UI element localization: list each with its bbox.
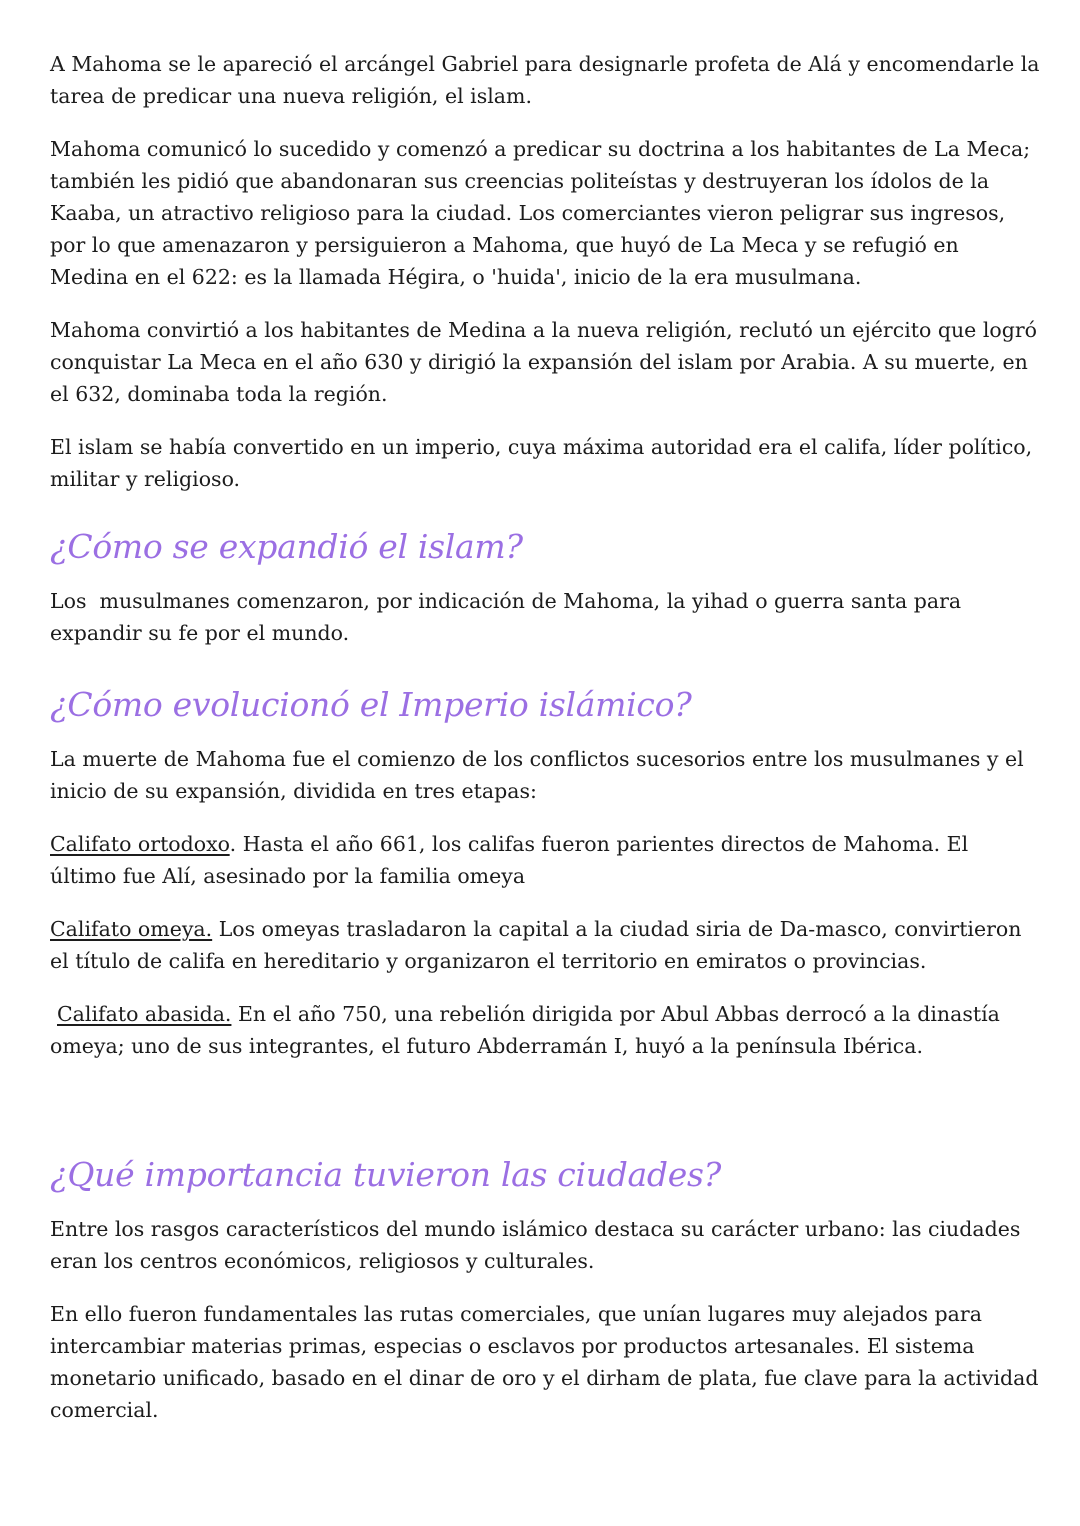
paragraph-hegira: Mahoma comunicó lo sucedido y comenzó a predicar su doctrina a los habitantes de La Meca; también les pidió que abandonaran sus creencias politeístas y destruyeran los ídolos de la Kaaba, un atractivo religioso para la ciudad. Los comerciantes vieron peligrar sus ingresos, por lo que amenazaron y persiguieron a Mahoma, que huyó de La Meca y se refugió en Medina en el 622: es la llamada Hégira, o 'huida', inicio de la era musulmana. xyxy=(50,137,1031,289)
stage-text: . Hasta el año 661, los califas fueron parientes directos de Mahoma. El último fue Alí, asesinado por la familia omeya xyxy=(50,832,969,888)
paragraph-medina: Mahoma convirtió a los habitantes de Medina a la nueva religión, reclutó un ejército que logró conquistar La Meca en el año 630 y dirigió la expansión del islam por Arabia. A su muerte, en el 632, dominaba toda la región. xyxy=(50,318,1037,406)
paragraph-yihad: Los musulmanes comenzaron, por indicación de Mahoma, la yihad o guerra santa para expandir su fe por el mundo. xyxy=(50,589,968,645)
paragraph-evolution-intro: La muerte de Mahoma fue el comienzo de los conflictos sucesorios entre los musulmanes y el inicio de su expansión, dividida en tres etapas: xyxy=(50,747,1024,803)
heading-cities: ¿Qué importancia tuvieron las ciudades? xyxy=(50,1155,721,1194)
stage-term: Califato abasida. xyxy=(57,1002,232,1026)
paragraph-gabriel: A Mahoma se le apareció el arcángel Gabriel para designarle profeta de Alá y encomendarle la tarea de predicar una nueva religión, el islam. xyxy=(50,52,1040,108)
stage-omeya xyxy=(50,913,1040,977)
blank-space xyxy=(50,1083,1040,1153)
stage-text: En el año 750, una rebelión dirigida por Abul Abbas derrocó a la dinastía omeya; uno de sus integrantes, el futuro Abderramán I, huyó a la península Ibérica. xyxy=(50,1002,1000,1058)
paragraph-urban: Entre los rasgos característicos del mundo islámico destaca su carácter urbano: las ciudades eran los centros económicos, religiosos y culturales. xyxy=(50,1217,1021,1273)
heading-expansion: ¿Cómo se expandió el islam? xyxy=(50,527,523,566)
stage-term: Califato omeya. xyxy=(50,917,213,941)
stage-abasida xyxy=(50,998,1040,1062)
stage-text: Los omeyas trasladaron la capital a la ciudad siria de Da-masco, convirtieron el título de califa en hereditario y organizaron el territorio en emiratos o provincias. xyxy=(50,917,1022,973)
stage-ortodoxo xyxy=(50,828,1040,892)
paragraph-trade: En ello fueron fundamentales las rutas comerciales, que unían lugares muy alejados para intercambiar materias primas, especias o esclavos por productos artesanales. El sistema monetario unificado, basado en el dinar de oro y el dirham de plata, fue clave para la actividad comercial. xyxy=(50,1302,1039,1422)
paragraph-califa: El islam se había convertido en un imperio, cuya máxima autoridad era el califa, líder político, militar y religioso. xyxy=(50,435,1033,491)
document-page xyxy=(50,48,1040,1447)
stage-term: Califato ortodoxo xyxy=(50,832,230,856)
heading-evolution: ¿Cómo evolucionó el Imperio islámico? xyxy=(50,685,692,724)
